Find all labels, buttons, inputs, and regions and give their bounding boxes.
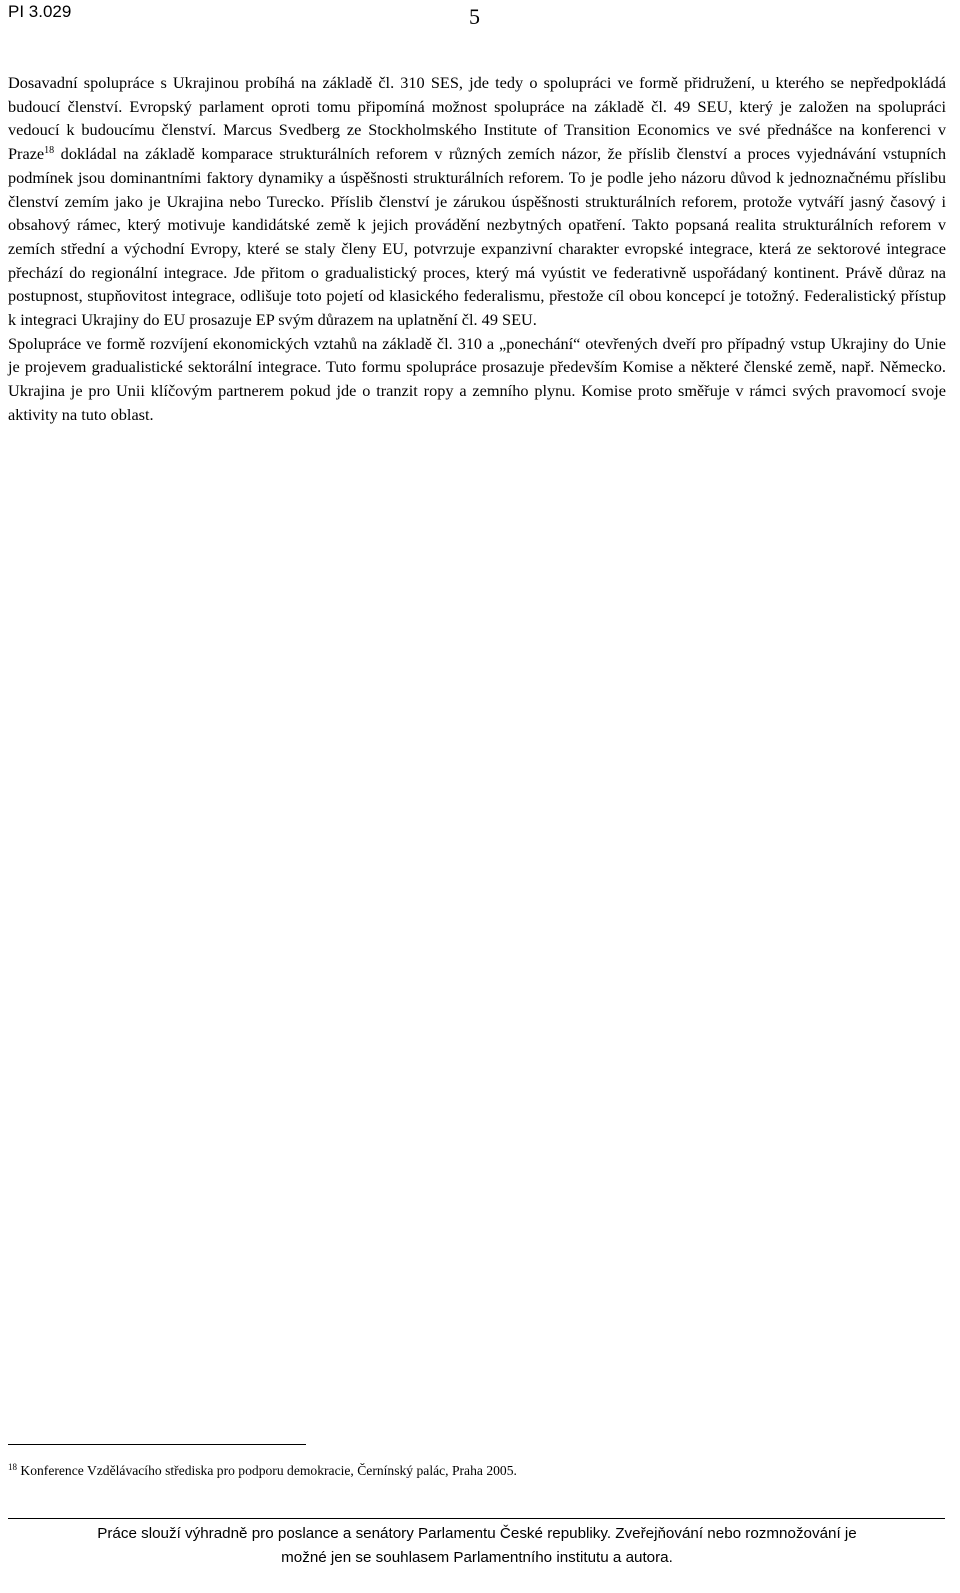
footer-line-1: Práce slouží výhradně pro poslance a senátory Parlamentu České republiky. Zveřejňování nebo rozmnožování je: [97, 1525, 857, 1542]
footnote: [8, 1462, 946, 1480]
paragraph-1-part-2: dokládal na základě komparace strukturálních reforem v různých zemích názor, že příslib členství a proces vyjednávání vstupních podmínek jsou dominantními faktory dynamiky a úspěšnosti strukturálních reforem. To je podle jeho názoru důvod k jednoznačnému příslibu členství zemím jako je Ukrajina nebo Turecko. Příslib členství je zárukou úspěšnosti strukturálních reforem, protože vytváří jasný časový i obsahový rámec, který motivuje kandidátské země k jejich provádění nezbytných opatření. Takto popsaná realita strukturálních reforem v zemích střední a východní Evropy, které se staly členy EU, potvrzuje expanzivní charakter evropské integrace, která ze sektorové integrace přechází do regionální integrace. Jde přitom o gradualistický proces, který má vyústit ve federativně uspořádaný kontinent. Právě důraz na postupnost, stupňovitost integrace, odlišuje toto pojetí od klasického federalismu, přestože cíl obou koncepcí je totožný. Federalistický přístup k integraci Ukrajiny do EU prosazuje EP svým důrazem na uplatnění čl. 49 SEU.: [8, 144, 946, 330]
paragraph-1: [8, 71, 946, 332]
page-number: 5: [469, 4, 480, 29]
footnote-number: 18: [8, 1462, 17, 1472]
footnote-text: Konference Vzdělávacího střediska pro podporu demokracie, Černínský palác, Praha 2005.: [17, 1463, 517, 1478]
body-text: [8, 71, 946, 427]
footnote-reference[interactable]: 18: [44, 145, 55, 157]
page-footer: [8, 1522, 946, 1570]
footer-divider: [8, 1518, 945, 1519]
paragraph-1-part-1: Dosavadní spolupráce s Ukrajinou probíhá na základě čl. 310 SES, jde tedy o spolupráci ve formě přidružení, u kterého se nepředpokládá budoucí členství. Evropský parlament oproti tomu připomíná možnost spolupráce na základě čl. 49 SEU, který je založen na spolupráci vedoucí k budoucímu členství. Marcus Svedberg ze Stockholmského Institute of Transition Economics ve své přednášce na konferenci v Praze: [8, 73, 946, 164]
paragraph-2: Spolupráce ve formě rozvíjení ekonomických vztahů na základě čl. 310 a „ponechání“ otevřených dveří pro případný vstup Ukrajiny do Unie je projevem gradualistické sektorální integrace. Tuto formu spolupráce prosazuje především Komise a některé členské země, např. Německo. Ukrajina je pro Unii klíčovým partnerem pokud jde o tranzit ropy a zemního plynu. Komise proto směřuje v rámci svých pravomocí svoje aktivity na tuto oblast.: [8, 333, 946, 424]
document-id: PI 3.029: [8, 2, 72, 21]
footnote-divider: [8, 1444, 306, 1445]
footer-line-2: možné jen se souhlasem Parlamentního institutu a autora.: [281, 1549, 673, 1566]
